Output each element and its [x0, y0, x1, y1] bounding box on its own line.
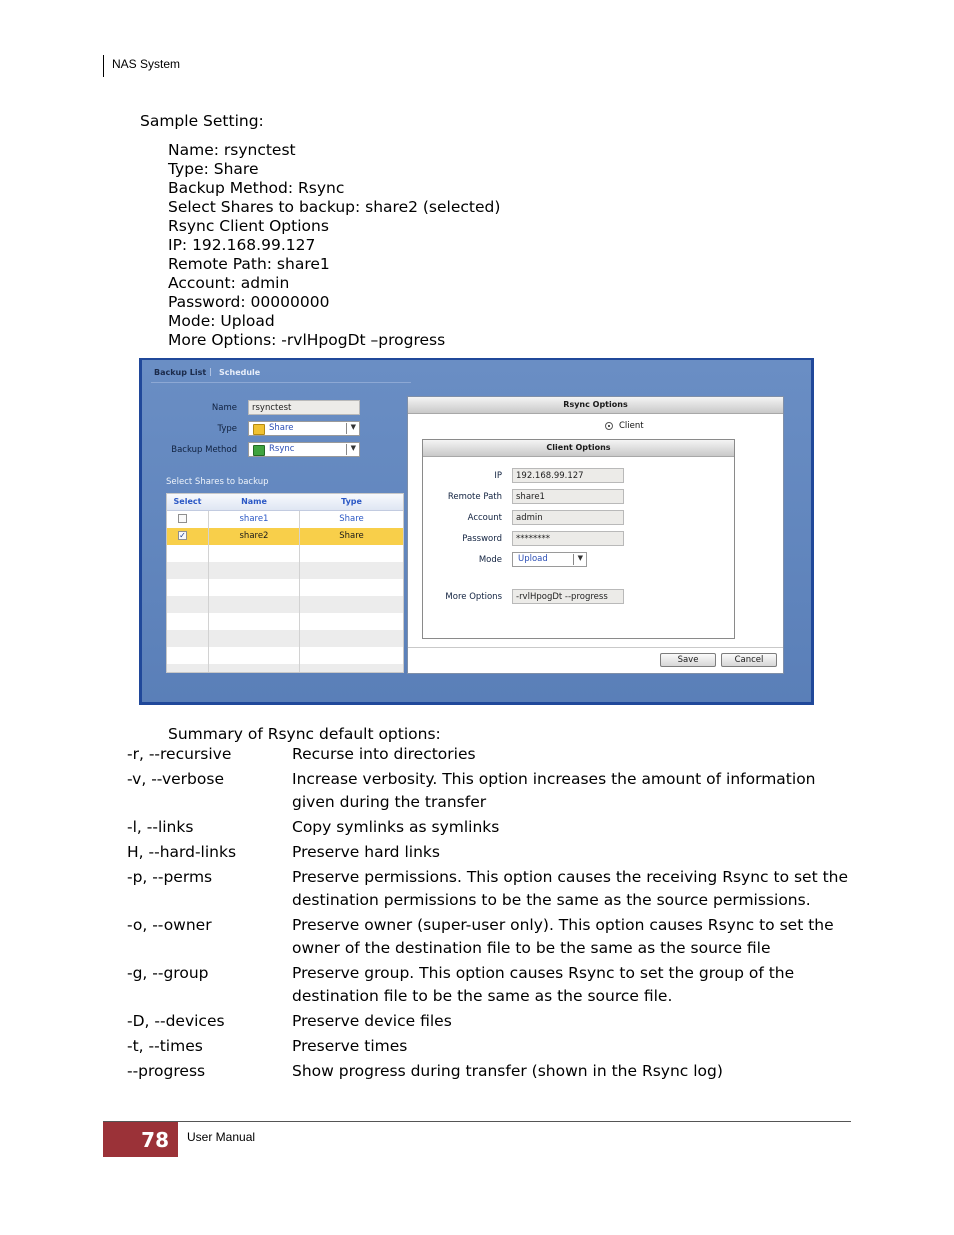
method-select[interactable] [248, 442, 360, 457]
tab-bar [148, 365, 308, 381]
combo-separator [346, 444, 347, 455]
row-checkbox[interactable] [178, 514, 187, 523]
password-label: Password [462, 534, 502, 544]
backup-screenshot [139, 358, 814, 705]
ip-field[interactable]: 192.168.99.127 [512, 468, 624, 483]
column-type[interactable]: Type [341, 497, 362, 506]
setting-line: Password: 00000000 [168, 293, 330, 311]
share-type: Share [339, 531, 364, 541]
save-button[interactable]: Save [660, 653, 716, 667]
setting-line: Remote Path: share1 [168, 255, 330, 273]
option-description: Show progress during transfer (shown in the Rsync log) [292, 1062, 723, 1080]
chevron-down-icon: ▼ [577, 554, 583, 562]
option-name: -l, --links [127, 818, 194, 836]
settings-list [168, 141, 500, 350]
setting-line: Backup Method: Rsync [168, 179, 345, 197]
option-name: --progress [127, 1062, 206, 1080]
setting-line: Name: rsynctest [168, 141, 296, 159]
option-description: Preserve hard links [292, 843, 440, 861]
sample-heading: Sample Setting: [140, 112, 264, 130]
client-radio-label: Client [619, 421, 644, 431]
option-description: Preserve owner (super-user only). This option causes Rsync to set the owner of the destination file to be the same as the source file [292, 916, 834, 957]
setting-line: Select Shares to backup: share2 (selected) [168, 198, 501, 216]
option-name: -g, --group [127, 964, 209, 982]
setting-line: Account: admin [168, 274, 290, 292]
remote-path-label: Remote Path [447, 492, 502, 502]
option-name: H, --hard-links [127, 843, 237, 861]
chevron-down-icon: ▼ [350, 423, 356, 431]
option-name: -t, --times [127, 1037, 203, 1055]
option-name: -v, --verbose [127, 770, 224, 788]
mode-label: Mode [478, 555, 502, 565]
tab-backup-list[interactable]: Backup List [154, 368, 207, 377]
footer-label: User Manual [187, 1130, 256, 1144]
option-name: -o, --owner [127, 916, 212, 934]
summary-heading: Summary of Rsync default options: [168, 725, 441, 743]
option-description: Increase verbosity. This option increases the amount of information given during the transfer [292, 770, 816, 811]
chevron-down-icon: ▼ [350, 444, 356, 452]
mode-select-value: Upload [518, 554, 548, 564]
password-field[interactable]: ******** [512, 531, 624, 546]
share-name: share1 [239, 514, 269, 524]
folder-icon [253, 424, 265, 435]
client-radio[interactable] [605, 422, 613, 430]
radio-dot [608, 425, 610, 427]
client-options-panel [422, 439, 735, 639]
account-field[interactable]: admin [512, 510, 624, 525]
page-number-text: 78 [141, 1128, 169, 1152]
share-type: Share [339, 514, 364, 524]
shares-label: Select Shares to backup [166, 477, 269, 487]
table-row[interactable] [167, 528, 403, 545]
combo-separator [346, 423, 347, 434]
column-select[interactable]: Select [173, 497, 202, 506]
table-row[interactable] [167, 511, 403, 528]
account-label: Account [467, 513, 502, 523]
row-checkbox-checked[interactable]: ✓ [179, 531, 186, 540]
option-name: -r, --recursive [127, 745, 232, 763]
option-description: Preserve device files [292, 1012, 452, 1030]
type-label: Type [217, 424, 237, 434]
option-description: Preserve group. This option causes Rsync to set the group of the destination file to be the same as the source file. [292, 964, 795, 1005]
header-title: NAS System [112, 57, 181, 71]
setting-line: Mode: Upload [168, 312, 275, 330]
option-description: Preserve permissions. This option causes the receiving Rsync to set the destination permissions to be the same as the source permissions. [292, 868, 849, 909]
setting-line: IP: 192.168.99.127 [168, 236, 316, 254]
tab-separator: | [209, 367, 212, 376]
ip-label: IP [494, 471, 502, 481]
share-table [166, 493, 404, 673]
option-description: Recurse into directories [292, 745, 476, 763]
option-description: Preserve times [292, 1037, 408, 1055]
share-name: share2 [239, 531, 269, 541]
table-header [167, 494, 403, 511]
rsync-options-dialog [407, 396, 784, 674]
header-divider [103, 55, 104, 77]
client-options-title: Client Options [423, 440, 734, 457]
option-description: Copy symlinks as symlinks [292, 818, 500, 836]
column-name[interactable]: Name [241, 497, 267, 506]
setting-line: More Options: -rvlHpogDt –progress [168, 331, 446, 349]
tab-schedule[interactable]: Schedule [219, 368, 261, 377]
tab-underline [151, 382, 411, 383]
footer-rule [103, 1121, 851, 1122]
method-label: Backup Method [171, 445, 237, 455]
name-field[interactable]: rsynctest [248, 400, 360, 415]
rsync-dialog-title: Rsync Options [408, 397, 783, 414]
combo-separator [573, 554, 574, 565]
page-number [103, 1122, 178, 1157]
rsync-icon [253, 445, 265, 456]
more-options-label: More Options [445, 592, 502, 602]
mode-select[interactable] [512, 552, 587, 567]
dialog-divider [408, 647, 783, 648]
setting-line: Rsync Client Options [168, 217, 329, 235]
more-options-field[interactable]: -rvlHpogDt --progress [512, 589, 624, 604]
name-label: Name [211, 403, 237, 413]
option-name: -p, --perms [127, 868, 213, 886]
remote-path-field[interactable]: share1 [512, 489, 624, 504]
option-name: -D, --devices [127, 1012, 225, 1030]
method-select-value: Rsync [269, 444, 295, 454]
cancel-button[interactable]: Cancel [721, 653, 777, 667]
type-select[interactable] [248, 421, 360, 436]
type-select-value: Share [269, 423, 294, 433]
setting-line: Type: Share [168, 160, 259, 178]
